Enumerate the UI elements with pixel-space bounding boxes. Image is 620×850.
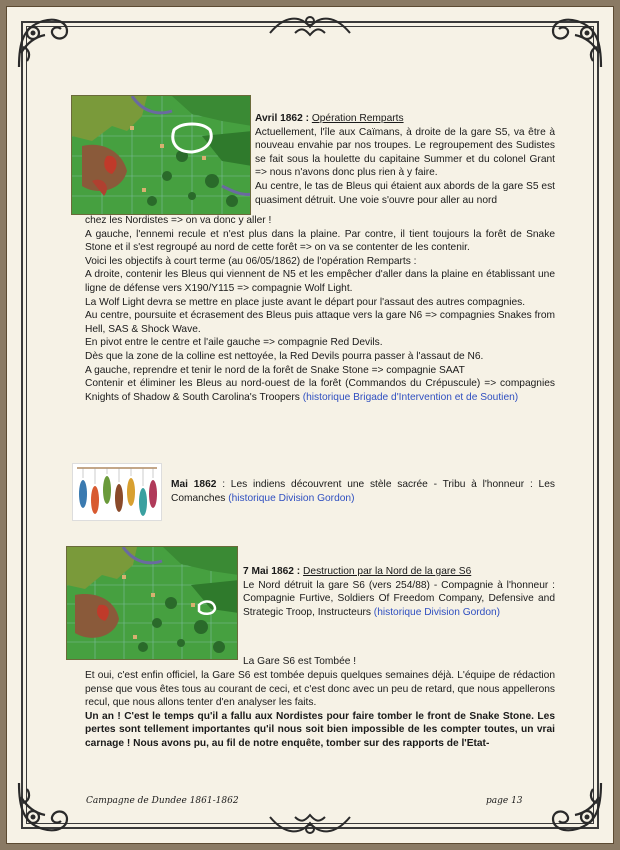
footer-page-number: page 13 <box>486 796 523 806</box>
section-1-paragraph: chez les Nordistes => on va donc y aller ! <box>85 215 272 226</box>
historique-link[interactable]: (historique Brigade d'Intervention et de Soutien) <box>302 391 519 403</box>
section-3-title: Destruction par la Nord de la gare S6 <box>303 566 472 577</box>
section-1-date: Avril 1862 : <box>255 113 309 124</box>
section-3-paragraph <box>243 579 555 620</box>
section-1-paragraph: A gauche, reprendre et tenir le nord de la forêt de Snake Stone => compagnie SAAT <box>85 364 465 376</box>
section-1-text: Contenir et éliminer les Bleus au nord-ouest de la forêt (Commandos du Crépuscule) => compagnies Knights of Shadow & South Carolina's Troopers <box>85 378 555 403</box>
footer-campaign-title: Campagne de Dundee 1861-1862 <box>86 796 239 806</box>
section-3-heading <box>243 565 555 579</box>
historique-link[interactable]: (historique Division Gordon) <box>228 492 355 504</box>
section-1-paragraph: A droite, contenir les Bleus qui viennent de N5 et les empêcher d'aller dans la plaine en établissant une ligne de défense vers X190/Y115 => compagnie Wolf Light. <box>85 269 555 294</box>
section-1-paragraph: Voici les objectifs à court terme (au 06/05/1862) de l'opération Remparts : <box>85 255 417 267</box>
section-1-heading <box>255 112 555 126</box>
historique-link[interactable]: (historique Division Gordon) <box>373 606 501 618</box>
section-1-paragraph: Au centre, le tas de Bleus qui étaient aux abords de la gare S5 est quasiment détruit. Une voie s'ouvre pour aller au nord <box>255 180 555 206</box>
section-1-paragraph: Dès que la zone de la colline est nettoyée, la Red Devils pourra passer à l'assaut de N6. <box>85 350 484 362</box>
section-3-text: Le Nord détruit la gare S6 (vers 254/88) - Compagnie à l'honneur : Compagnie Furtive, Soldiers Of Freedom Company, Defensive and Strategic Troop, Instructeurs <box>243 579 555 618</box>
section-1-paragraph: Au centre, poursuite et écrasement des Bleus puis attaque vers la gare N6 => compagnies Snakes from Hell, SAS & Shock Wave. <box>85 310 555 335</box>
campaign-map-image <box>71 95 251 215</box>
section-1-paragraph: A gauche, l'ennemi recule et n'est plus dans la plaine. Par contre, il tient toujours la forêt de Snake Stone et il s'est regroupé au nord de cette forêt => on va se contenter de les contenir. <box>85 228 555 254</box>
section-3-date: 7 Mai 1862 : <box>243 566 301 577</box>
section-3-paragraph: Un an ! C'est le temps qu'il a fallu aux Nordistes pour faire tomber le front de Snake Stone. Les pertes sont tellement importantes qu'il nous soit bien impossible de les compter toutes, un vrai carnage ! Nous avons pu, au fil de notre enquête, tomber sur des rapports de l'Etat- <box>85 710 555 749</box>
section-3-paragraph: Et oui, c'est enfin officiel, la Gare S6 est tombée depuis quelques semaines déjà. L'équipe de rédaction pense que vous êtes tous au courant de ceci, et c'est donc avec un peu de retard, que nous appellerons recul, que nous allons tenter d'en analyser les faits. <box>85 670 555 709</box>
section-1-paragraph: Actuellement, l'île aux Caïmans, à droite de la gare S5, va être à nouveau envahie par nos troupes. Le regroupement des Sudistes se fait sous la houlette du capitaine Summer et du colonel Grant => nous n'avons donc plus rien à y faire. <box>255 126 555 179</box>
section-destruction-gare-s6 <box>243 565 555 619</box>
section-1-paragraph <box>85 377 555 404</box>
feathers-image <box>72 463 162 521</box>
campaign-map-image <box>66 546 238 660</box>
section-3-body <box>85 669 555 751</box>
section-3-subheading: La Gare S6 est Tombée ! <box>243 656 357 667</box>
section-operation-remparts <box>255 112 555 207</box>
section-2-text: : Les indiens découvrent une stèle sacrée - Tribu à l'honneur : Les Comanches <box>171 479 555 504</box>
section-2-date: Mai 1862 <box>171 479 217 490</box>
section-1-title: Opération Remparts <box>311 113 404 124</box>
section-1-paragraph: La Wolf Light devra se mettre en place juste avant le départ pour l'assaut des autres compagnies. <box>85 296 526 308</box>
section-1-paragraph: En pivot entre le centre et l'aile gauche => compagnie Red Devils. <box>85 337 383 349</box>
section-mai-1862 <box>171 478 555 505</box>
section-1-body <box>85 214 555 404</box>
